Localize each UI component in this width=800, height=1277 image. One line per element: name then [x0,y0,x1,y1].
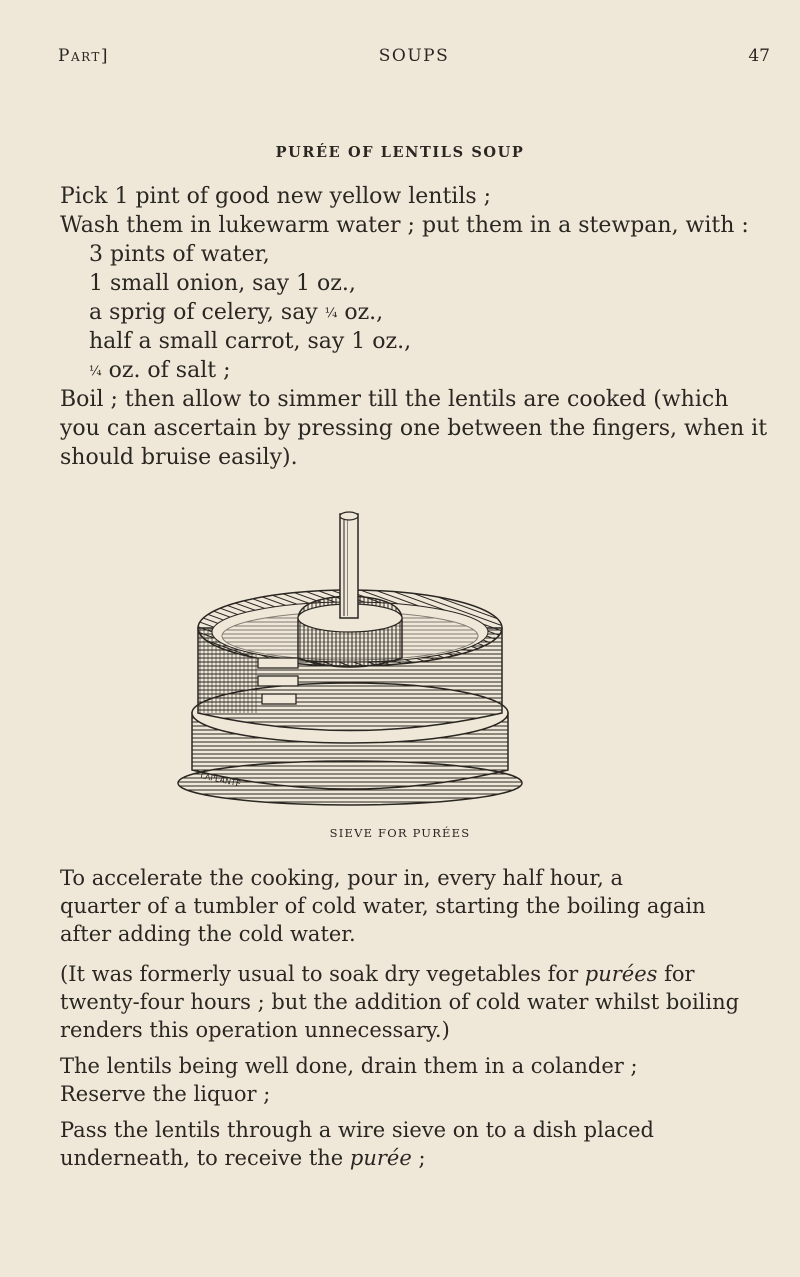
text-line [89,302,383,324]
text-run: oz., [337,300,384,325]
fraction: ¼ [89,364,102,379]
text-run: ; [411,1146,426,1170]
fraction: ¼ [324,306,338,321]
text-line: should bruise easily). [60,445,298,470]
sieve-engraving [170,508,530,808]
italic-text: purées [584,962,658,986]
running-head-part: Part] [58,46,110,66]
text-line: Pass the lentils through a wire sieve on to a dish placed [60,1118,654,1142]
text-line: quarter of a tumbler of cold water, starting the boiling again [60,894,706,918]
text-run: for [657,962,695,986]
text-line: Pick 1 pint of good new yellow lentils ; [60,184,492,209]
recipe-title: PURÉE OF LENTILS SOUP [275,144,525,161]
engraver-signature: LAPLANTE [199,771,242,789]
figure-caption: SIEVE FOR PURÉES [329,826,471,840]
page-number: 47 [748,46,770,66]
text-line: twenty-four hours ; but the addition of cold water whilst boiling [60,990,740,1014]
italic-text: purée [349,1146,412,1170]
text-line [89,360,231,382]
text-line: 3 pints of water, [89,242,270,267]
text-run: underneath, to receive the [60,1146,350,1170]
text-line: 1 small onion, say 1 oz., [89,271,356,296]
text-line: you can ascertain by pressing one between the fingers, when it [60,416,768,441]
text-line [60,964,695,985]
running-head-section: SOUPS [378,46,450,66]
text-run: a sprig of celery, say [89,300,325,325]
text-line: after adding the cold water. [60,922,356,946]
text-run: oz. of salt ; [101,358,231,383]
text-run: (It was formerly usual to soak dry vegetables for [60,962,585,986]
text-line: Reserve the liquor ; [60,1082,271,1106]
text-line: Wash them in lukewarm water ; put them in a stewpan, with : [60,213,749,238]
text-line [60,1148,426,1169]
text-line: To accelerate the cooking, pour in, every half hour, a [60,866,624,890]
running-head [58,46,770,76]
text-line: renders this operation unnecessary.) [60,1018,450,1042]
text-line: Boil ; then allow to simmer till the lentils are cooked (which [60,387,729,412]
text-line: The lentils being well done, drain them in a colander ; [60,1054,638,1078]
text-line: half a small carrot, say 1 oz., [89,329,412,354]
